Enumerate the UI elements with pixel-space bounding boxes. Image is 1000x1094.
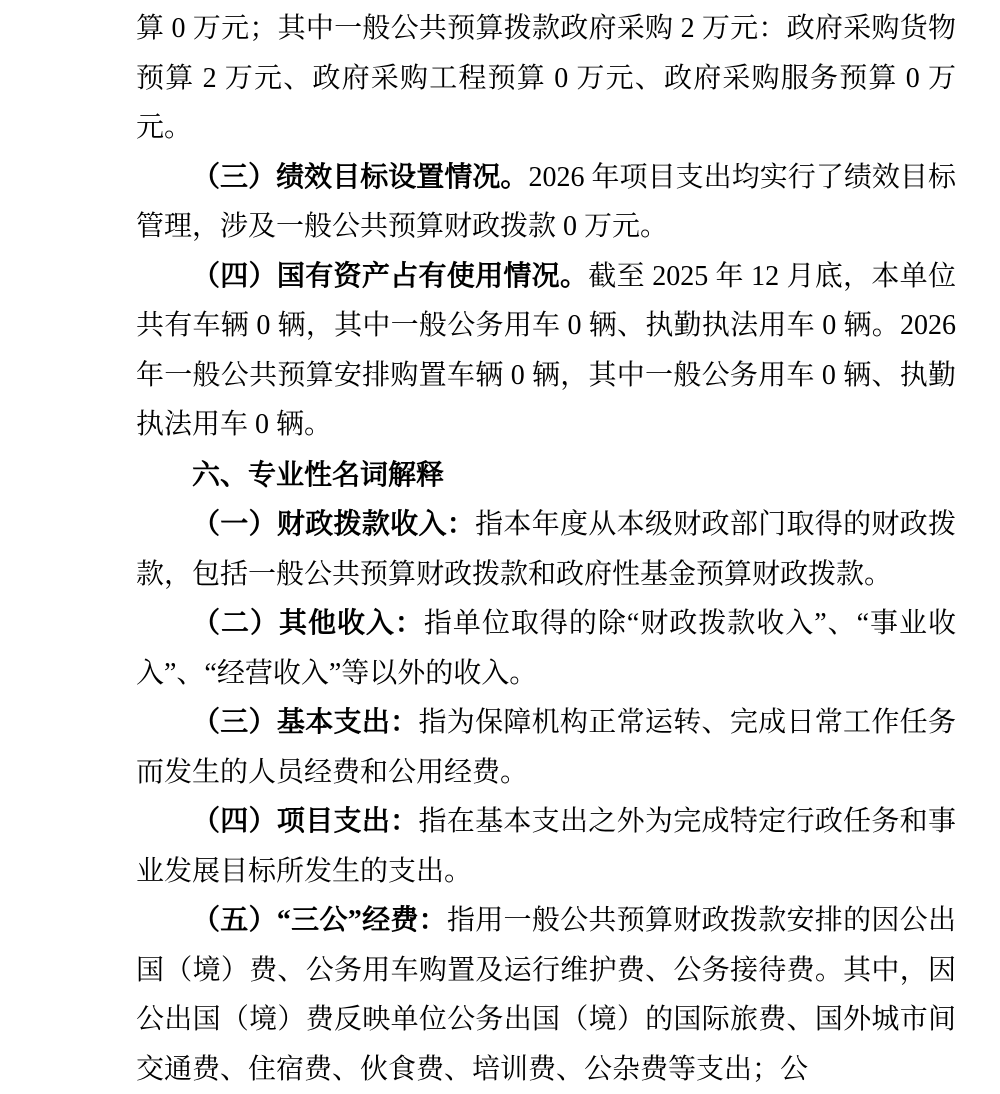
para-text: 算 0 万元；其中一般公共预算拨款政府采购 2 万元：政府采购货物预算 2 万元、政府采购工程预算 0 万元、政府采购服务预算 0 万元。: [136, 13, 956, 143]
term-label: （一）财政拨款收入：: [192, 509, 476, 540]
term-other-income: [136, 599, 956, 698]
term-basic-expenditure: [136, 698, 956, 797]
para-lead: （三）绩效目标设置情况。: [192, 161, 529, 193]
section-heading-terms-explanation: [136, 450, 956, 501]
para-text: 截至 2025 年 12 月底，本单位共有车辆 0 辆，其中一般公务用车 0 辆、执勤执法用车 0 辆。2026 年一般公共预算安排购置车辆 0 辆，其中一般公务用车 0 辆、执勤执法用车 0 辆。: [136, 260, 956, 440]
term-three-public-funds: [136, 896, 956, 1094]
para-performance-targets: [136, 153, 956, 252]
term-label: （五）“三公”经费：: [192, 905, 447, 936]
term-label: （三）基本支出：: [192, 707, 419, 738]
term-definition: 指单位取得的除“财政拨款收入”、“事业收入”、“经营收入”等以外的收入。: [136, 608, 956, 689]
term-project-expenditure: [136, 797, 956, 896]
term-label: （二）其他收入：: [192, 608, 424, 639]
term-definition: 指本年度从本级财政部门取得的财政拨款，包括一般公共预算财政拨款和政府性基金预算财政拨款。: [136, 509, 956, 590]
para-text: 2026 年项目支出均实行了绩效目标管理，涉及一般公共预算财政拨款 0 万元。: [136, 161, 956, 242]
term-definition: 指用一般公共预算财政拨款安排的因公出国（境）费、公务用车购置及运行维护费、公务接待费。其中，因公出国（境）费反映单位公务出国（境）的国际旅费、国外城市间交通费、住宿费、伙食费、培训费、公杂费等支出；公: [136, 905, 956, 1085]
para-state-assets: [136, 252, 956, 450]
term-label: （四）项目支出：: [192, 806, 419, 837]
term-definition: 指为保障机构正常运转、完成日常工作任务而发生的人员经费和公用经费。: [136, 707, 956, 788]
para-lead: （四）国有资产占有使用情况。: [192, 260, 589, 292]
section-heading-label: 六、专业性名词解释: [192, 458, 445, 490]
para-procurement-continuation: [136, 4, 956, 153]
term-definition: 指在基本支出之外为完成特定行政任务和事业发展目标所发生的支出。: [136, 806, 956, 887]
term-fiscal-appropriation-income: [136, 500, 956, 599]
